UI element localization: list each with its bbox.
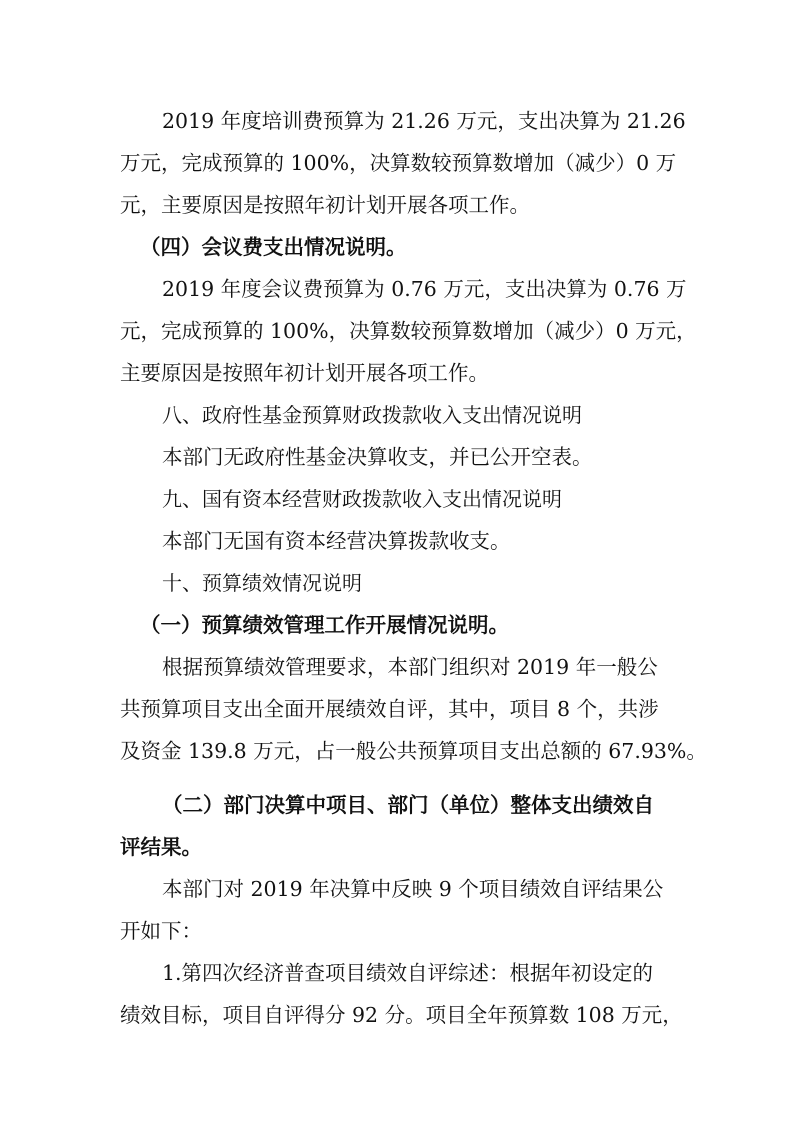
text-span: 共预算项目支出全面开展绩效自评，其中，项目 8 个，共涉 xyxy=(120,697,659,721)
section-heading xyxy=(0,397,793,433)
heading-text: （一）预算绩效管理工作开展情况说明。 xyxy=(140,613,509,637)
text-span: 本部门无政府性基金决算收支，并已公开空表。 xyxy=(162,445,593,469)
paragraph-line xyxy=(0,691,793,727)
heading-text: （四）会议费支出情况说明。 xyxy=(140,235,407,259)
section-heading xyxy=(0,229,793,265)
paragraph-line xyxy=(0,145,793,181)
paragraph-line xyxy=(0,187,793,223)
subsection-heading xyxy=(0,607,793,643)
text-span: 本部门对 2019 年决算中反映 9 个项目绩效自评结果公 xyxy=(162,877,664,901)
paragraph-line xyxy=(0,913,793,949)
text-span: 主要原因是按照年初计划开展各项工作。 xyxy=(120,361,489,385)
paragraph-line xyxy=(0,313,793,349)
heading-text: 评结果。 xyxy=(120,835,202,859)
paragraph-line xyxy=(0,871,793,907)
paragraph-line xyxy=(0,439,793,475)
text-span: 根据预算绩效管理要求，本部门组织对 2019 年一般公 xyxy=(162,655,658,679)
paragraph-line xyxy=(0,103,793,139)
paragraph-line xyxy=(0,997,793,1033)
paragraph-line xyxy=(0,733,793,769)
text-span: 1.第四次经济普查项目绩效自评综述：根据年初设定的 xyxy=(162,961,654,985)
text-span: 元，主要原因是按照年初计划开展各项工作。 xyxy=(120,193,530,217)
heading-text: 八、政府性基金预算财政拨款收入支出情况说明 xyxy=(162,403,582,427)
text-span: 及资金 139.8 万元，占一般公共预算项目支出总额的 67.93%。 xyxy=(120,739,707,763)
paragraph-line xyxy=(0,271,793,307)
text-span: 元，完成预算的 100%，决算数较预算数增加（减少）0 万元， xyxy=(120,319,697,343)
paragraph-line xyxy=(0,955,793,991)
subsection-heading xyxy=(0,787,793,823)
paragraph-line xyxy=(0,523,793,559)
paragraph-line xyxy=(0,355,793,391)
text-span: 开如下： xyxy=(120,919,202,943)
text-span: 万元，完成预算的 100%，决算数较预算数增加（减少）0 万 xyxy=(120,151,677,175)
heading-text: 九、国有资本经营财政拨款收入支出情况说明 xyxy=(162,487,562,511)
heading-text: 十、预算绩效情况说明 xyxy=(162,571,362,595)
text-span: 2019 年度会议费预算为 0.76 万元，支出决算为 0.76 万 xyxy=(162,277,687,301)
heading-text: （二）部门决算中项目、部门（单位）整体支出绩效自 xyxy=(162,793,654,817)
text-span: 2019 年度培训费预算为 21.26 万元，支出决算为 21.26 xyxy=(162,109,686,133)
text-span: 本部门无国有资本经营决算拨款收支。 xyxy=(162,529,511,553)
subsection-heading-cont xyxy=(0,829,793,865)
section-heading xyxy=(0,481,793,517)
section-heading xyxy=(0,565,793,601)
paragraph-line xyxy=(0,649,793,685)
text-span: 绩效目标，项目自评得分 92 分。项目全年预算数 108 万元， xyxy=(120,1003,683,1027)
